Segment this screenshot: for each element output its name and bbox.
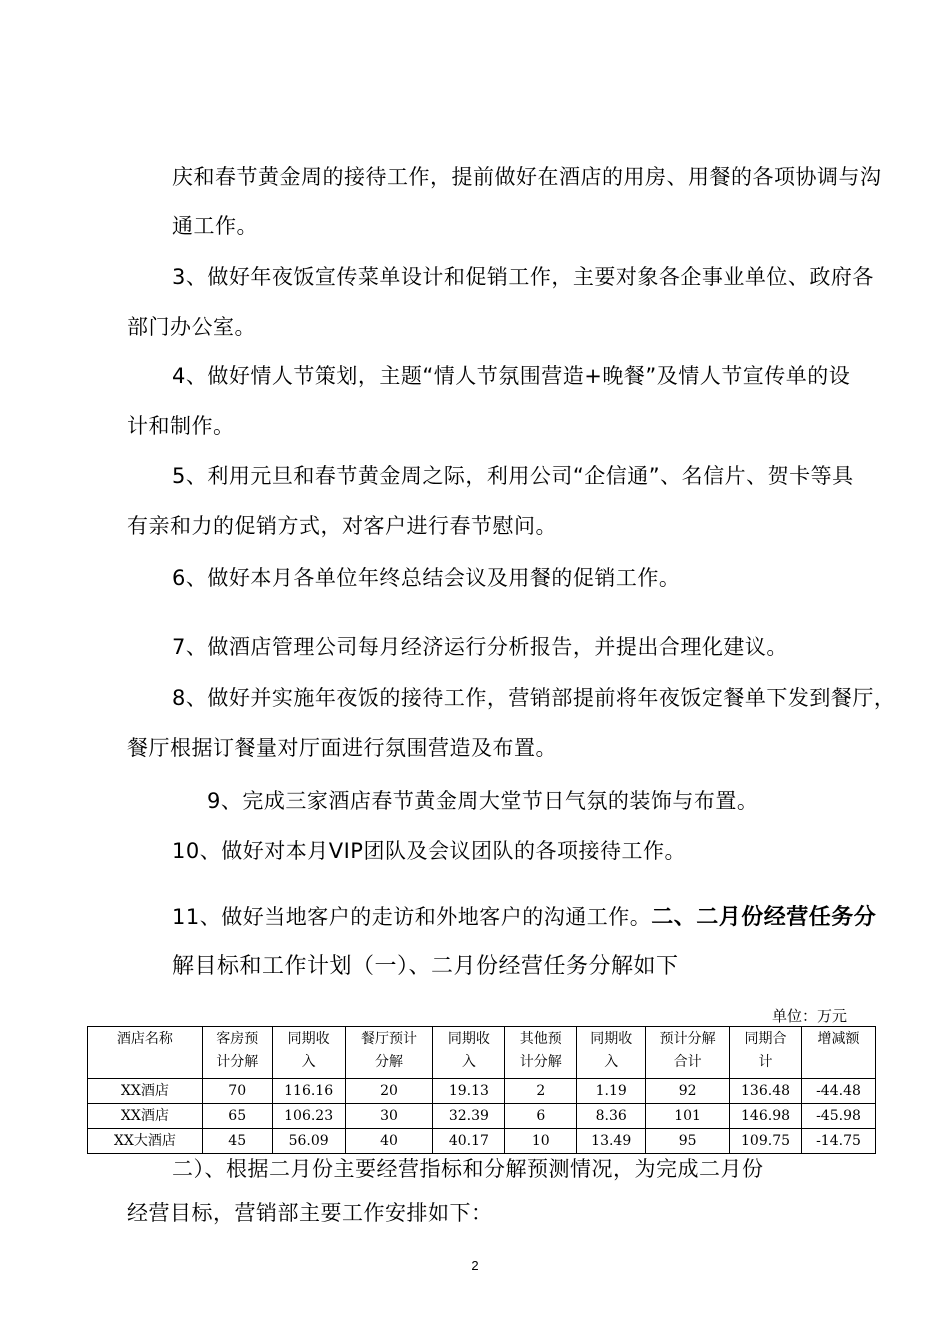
paragraph-line: 有亲和力的促销方式，对客户进行春节慰问。 (127, 514, 557, 538)
paragraph-line: 10、做好对本月VIP团队及会议团队的各项接待工作。 (172, 839, 686, 863)
paragraph-line: 计和制作。 (127, 414, 235, 438)
table-cell: 101 (646, 1104, 730, 1129)
table-cell: 45 (202, 1129, 272, 1154)
table-cell: 32.39 (433, 1104, 505, 1129)
task-breakdown-table (87, 1026, 876, 1154)
table-cell: 13.49 (577, 1129, 646, 1154)
table-cell: -44.48 (801, 1079, 875, 1104)
table-cell: XX酒店 (88, 1079, 203, 1104)
table-cell: XX酒店 (88, 1104, 203, 1129)
header-hotel-name: 酒店名称 (88, 1027, 203, 1079)
header-room-prior: 同期收 入 (272, 1027, 345, 1079)
table-row (88, 1129, 876, 1154)
paragraph-line: 6、做好本月各单位年终总结会议及用餐的促销工作。 (172, 566, 681, 590)
table-cell: 40.17 (433, 1129, 505, 1154)
section-heading: 解目标和工作计划（一）、二月份经营任务分解如下 (172, 954, 679, 979)
table-cell: 20 (345, 1079, 433, 1104)
paragraph-line: 9、完成三家酒店春节黄金周大堂节日气氛的装饰与布置。 (207, 789, 759, 813)
header-other-prior: 同期收 入 (577, 1027, 646, 1079)
paragraph-line: 7、做酒店管理公司每月经济运行分析报告，并提出合理化建议。 (172, 635, 788, 659)
table-cell: 1.19 (577, 1079, 646, 1104)
table-cell: 40 (345, 1129, 433, 1154)
table-cell: -14.75 (801, 1129, 875, 1154)
table-cell: 19.13 (433, 1079, 505, 1104)
page-number: 2 (471, 1258, 479, 1273)
paragraph-line: 餐厅根据订餐量对厅面进行氛围营造及布置。 (127, 736, 557, 760)
table-cell: XX大酒店 (88, 1129, 203, 1154)
table-cell: 6 (505, 1104, 577, 1129)
paragraph-line: 二）、根据二月份主要经营指标和分解预测情况，为完成二月份 (172, 1157, 764, 1181)
table-cell: 92 (646, 1079, 730, 1104)
header-other-forecast: 其他预 计分解 (505, 1027, 577, 1079)
paragraph-line: 经营目标，营销部主要工作安排如下： (127, 1201, 493, 1225)
table-row (88, 1079, 876, 1104)
table-cell: 106.23 (272, 1104, 345, 1129)
table-cell: 109.75 (730, 1129, 802, 1154)
table-cell: 10 (505, 1129, 577, 1154)
paragraph-line: 部门办公室。 (127, 315, 256, 339)
paragraph-line: 8、做好并实施年夜饭的接待工作，营销部提前将年夜饭定餐单下发到餐厅， (172, 686, 896, 710)
header-room-forecast: 客房预 计分解 (202, 1027, 272, 1079)
table-cell: 116.16 (272, 1079, 345, 1104)
paragraph-line: 庆和春节黄金周的接待工作，提前做好在酒店的用房、用餐的各项协调与沟 (172, 165, 882, 189)
paragraph-line (172, 903, 876, 932)
section-heading: 二、二月份经营任务分 (651, 905, 877, 930)
table-cell: 2 (505, 1079, 577, 1104)
header-restaurant-forecast: 餐厅预计 分解 (345, 1027, 433, 1079)
table-cell: 70 (202, 1079, 272, 1104)
table-row (88, 1104, 876, 1129)
table-header-row (88, 1027, 876, 1079)
paragraph-text: 11、做好当地客户的走访和外地客户的沟通工作。 (172, 905, 652, 929)
table-unit-label: 单位：万元 (772, 1007, 848, 1025)
table-cell: 65 (202, 1104, 272, 1129)
header-prior-total: 同期合 计 (730, 1027, 802, 1079)
header-restaurant-prior: 同期收 入 (433, 1027, 505, 1079)
paragraph-line: 5、利用元旦和春节黄金周之际，利用公司“企信通”、名信片、贺卡等具 (172, 464, 854, 488)
header-change: 增减额 (801, 1027, 875, 1079)
paragraph-line: 通工作。 (172, 214, 258, 238)
table-cell: 30 (345, 1104, 433, 1129)
paragraph-line: 3、做好年夜饭宣传菜单设计和促销工作，主要对象各企事业单位、政府各 (172, 265, 874, 289)
table-cell: 146.98 (730, 1104, 802, 1129)
table-cell: -45.98 (801, 1104, 875, 1129)
table-cell: 8.36 (577, 1104, 646, 1129)
table-cell: 56.09 (272, 1129, 345, 1154)
header-forecast-total: 预计分解 合计 (646, 1027, 730, 1079)
paragraph-line: 4、做好情人节策划，主题“情人节氛围营造+晚餐”及情人节宣传单的设 (172, 364, 851, 388)
table-cell: 136.48 (730, 1079, 802, 1104)
table-cell: 95 (646, 1129, 730, 1154)
